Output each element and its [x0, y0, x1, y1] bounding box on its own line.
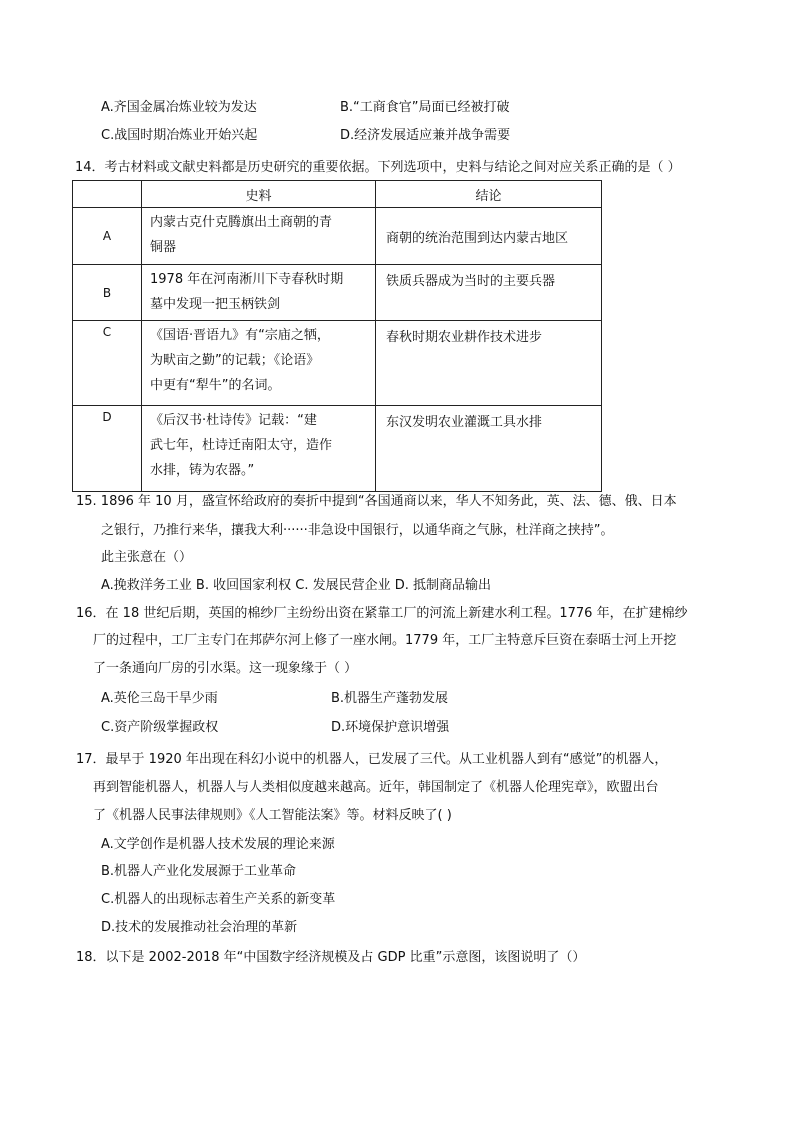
source-line: 中更有“犁牛”的名词。 — [150, 378, 281, 393]
q15-options: A.挽救洋务工业 B. 收回国家利权 C. 发展民营企业 D. 抵制商品输出 — [101, 578, 491, 593]
q16-option-c: C.资产阶级掌握政权 — [101, 720, 219, 735]
table-header-conclusion: 结论 — [376, 181, 602, 208]
table-header-source: 史料 — [142, 181, 376, 208]
q17-option-b: B.机器人产业化发展源于工业革命 — [101, 864, 297, 879]
q18-stem: 18．以下是 2002-2018 年“中国数字经济规模及占 GDP 比重”示意图，该图说明了（） — [76, 950, 586, 965]
table-row — [73, 406, 602, 492]
q15-line-2: 之银行，乃推行来华，攘我大利······非急设中国银行，以通华商之气脉，杜洋商之挟持”。 — [101, 523, 614, 538]
q16-option-a: A.英伦三岛干旱少雨 — [101, 691, 218, 706]
table-row — [73, 265, 602, 321]
q16-option-b: B.机器生产蓬勃发展 — [331, 691, 449, 706]
q17-line-1: 17．最早于 1920 年出现在科幻小说中的机器人，已发展了三代。从工业机器人到有“感觉”的机器人， — [76, 752, 668, 767]
q17-option-a: A.文学创作是机器人技术发展的理论来源 — [101, 837, 335, 852]
source-line: 《后汉书·杜诗传》记载：“建 — [150, 413, 317, 428]
table-row — [73, 208, 602, 265]
row-conclusion-a: 商朝的统治范围到达内蒙古地区 — [376, 208, 602, 265]
row-source-a — [142, 208, 376, 265]
source-line: 1978 年在河南淅川下寺春秋时期 — [150, 272, 344, 287]
q13-option-c: C.战国时期冶炼业开始兴起 — [101, 128, 258, 143]
source-line: 武七年，杜诗迁南阳太守，造作 — [150, 438, 333, 453]
table-row — [73, 321, 602, 406]
row-conclusion-c: 春秋时期农业耕作技术进步 — [376, 321, 602, 406]
source-line: 为畎亩之勤”的记载；《论语》 — [150, 353, 320, 368]
q15-line-3: 此主张意在（） — [101, 550, 193, 565]
q13-option-b: B.“工商食官”局面已经被打破 — [340, 100, 510, 115]
q17-option-c: C.机器人的出现标志着生产关系的新变革 — [101, 892, 336, 907]
q16-line-1: 16．在 18 世纪后期，英国的棉纱厂主纷纷出资在紧靠工厂的河流上新建水利工程。1776 年，在扩建棉纱 — [76, 606, 688, 621]
row-label-d: D — [73, 406, 142, 492]
q13-option-d: D.经济发展适应兼并战争需要 — [340, 128, 511, 143]
q16-line-3: 了一条通向厂房的引水渠。这一现象缘于（ ） — [93, 661, 358, 676]
row-label-a: A — [73, 208, 142, 265]
row-source-c — [142, 321, 376, 406]
q17-option-d: D.技术的发展推动社会治理的革新 — [101, 920, 298, 935]
row-conclusion-b: 铁质兵器成为当时的主要兵器 — [376, 265, 602, 321]
q17-line-2: 再到智能机器人，机器人与人类相似度越来越高。近年，韩国制定了《机器人伦理宪章》，欧盟出台 — [93, 780, 659, 795]
table-header-blank — [73, 181, 142, 208]
source-line: 墓中发现一把玉柄铁剑 — [150, 297, 281, 312]
row-source-d — [142, 406, 376, 492]
source-line: 铜器 — [150, 240, 177, 255]
row-label-b: B — [73, 265, 142, 321]
row-source-b — [142, 265, 376, 321]
q13-option-a: A.齐国金属冶炼业较为发达 — [101, 100, 257, 115]
source-line: 水排，铸为农器。” — [150, 463, 255, 478]
q14-stem: 14．考古材料或文献史料都是历史研究的重要依据。下列选项中，史料与结论之间对应关系正确的是（ ） — [75, 160, 681, 175]
q17-line-3: 了《机器人民事法律规则》《人工智能法案》等。材料反映了( ) — [93, 808, 452, 823]
q15-line-1: 15. 1896 年 10 月，盛宣怀给政府的奏折中提到“各国通商以来，华人不知务此，英、法、德、俄、日本 — [76, 494, 677, 509]
q14-table — [72, 180, 602, 492]
row-conclusion-d: 东汉发明农业灌溉工具水排 — [376, 406, 602, 492]
source-line: 内蒙古克什克腾旗出土商朝的青 — [150, 215, 333, 230]
q16-option-d: D.环境保护意识增强 — [331, 720, 450, 735]
source-line: 《国语·晋语九》有“宗庙之牺， — [150, 328, 330, 343]
q16-line-2: 厂的过程中，工厂主专门在邦萨尔河上修了一座水闸。1779 年，工厂主特意斥巨资在泰晤士河上开挖 — [93, 633, 677, 648]
table-header-row — [73, 181, 602, 208]
row-label-c: C — [73, 321, 142, 406]
